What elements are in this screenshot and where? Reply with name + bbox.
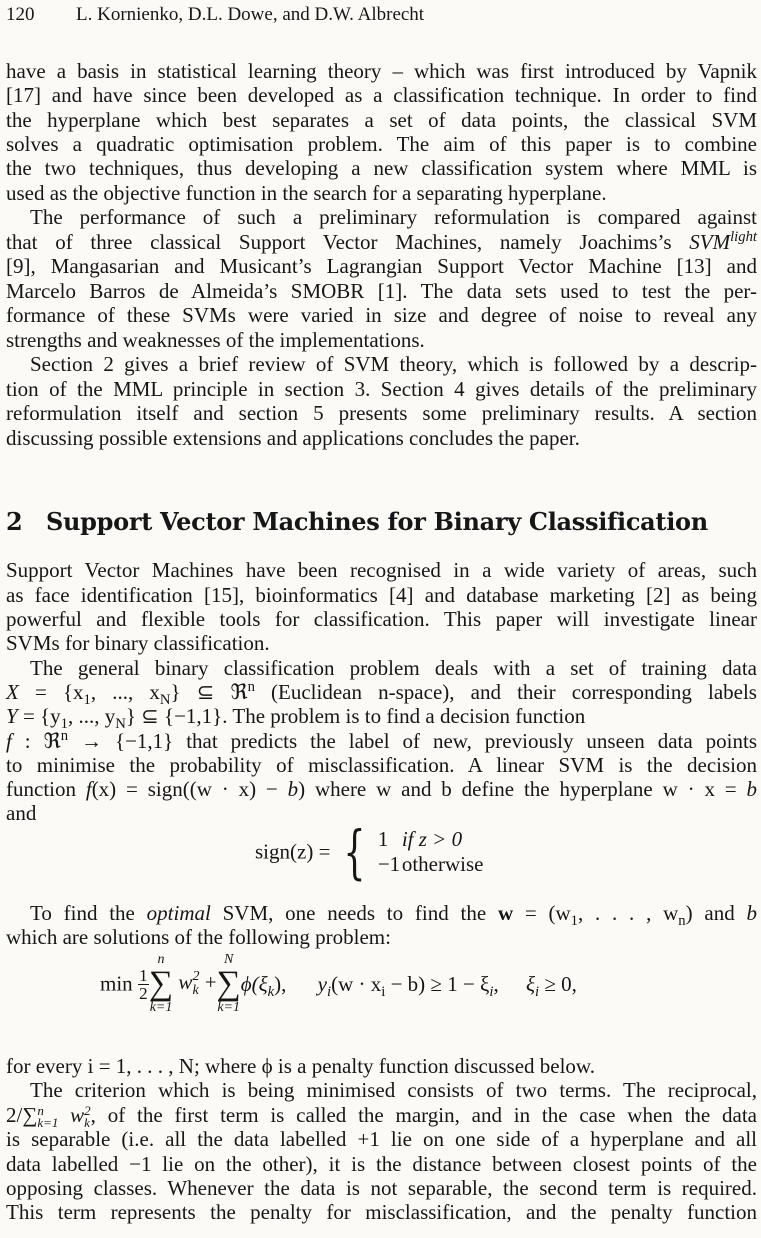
math-sub: i <box>489 983 494 1000</box>
sign-cases <box>378 827 484 877</box>
math-text: , ..., y <box>67 704 116 728</box>
text-line <box>6 729 757 753</box>
sum-lower: k=1 <box>149 1000 173 1015</box>
section-heading <box>6 507 708 537</box>
text-line: data labelled −1 lie on the other), it is the distance between closest points of the <box>6 1152 757 1176</box>
math-sub: k <box>267 983 275 1000</box>
text-line: have a basis in statistical learning theory – which was first introduced by Vapnik <box>6 59 757 83</box>
math-text: − b) ≥ 1 − ξ <box>385 971 490 996</box>
text-line: Marcelo Barros de Almeida’s SMOBR [1]. The data sets used to test the per- <box>6 279 757 303</box>
sum-1 <box>149 953 173 1015</box>
numerator: 1 <box>139 965 148 985</box>
math-text: ≥ 0, <box>539 971 577 996</box>
text-line: which are solutions of the following problem: <box>6 925 391 949</box>
math-var: w <box>58 1103 85 1127</box>
math-sub: N <box>159 692 171 709</box>
text-line: strengths and weaknesses of the implementations. <box>6 328 425 352</box>
section-number: 2 <box>6 507 23 536</box>
math-var: y <box>317 971 327 996</box>
text-line: The performance of such a preliminary reformulation is compared against <box>30 205 757 229</box>
text-line: the two techniques, thus developing a new classification system where MML is <box>6 156 757 180</box>
math-vector: w <box>497 901 514 925</box>
text-fragment: that of three classical Support Vector Machines, namely Joachims’s <box>6 230 672 254</box>
text-line: powerful and flexible tools for classification. This paper will investigate linear <box>6 607 757 631</box>
math-text: } ⊆ ℜ <box>170 680 248 704</box>
running-header <box>6 4 424 26</box>
math-sub: N <box>115 716 126 733</box>
sigma-icon: ∑ <box>216 965 241 1002</box>
case-condition: otherwise <box>401 852 484 876</box>
math-sub: i <box>535 983 540 1000</box>
math-sub: k=1 <box>37 1115 59 1131</box>
math-sub: 1 <box>83 692 91 709</box>
text-line: and <box>6 801 37 825</box>
text-line: solves a quadratic optimisation problem. The aim of this paper is to combine <box>6 132 757 156</box>
fraction-half <box>138 967 149 1002</box>
math-sub: 1 <box>570 913 578 930</box>
denominator: 2 <box>139 983 148 1003</box>
math-var: f <box>6 729 12 753</box>
math-var: b <box>746 901 757 925</box>
text-line: for every i = 1, . . . , N; where ϕ is a penalty function discussed below. <box>6 1054 595 1078</box>
section-title: Support Vector Machines for Binary Classification <box>46 507 708 536</box>
math-text: = (w <box>513 901 571 925</box>
math-var: f <box>85 777 92 801</box>
math-text: } ⊆ {−1,1}. The problem is to find a decision function <box>125 704 586 728</box>
text-line: SVMs for binary classification. <box>6 631 270 655</box>
math-text: = {y <box>17 704 61 728</box>
sum-lower: k=1 <box>217 1000 240 1015</box>
text-line <box>30 901 757 930</box>
math-sub: i <box>381 983 386 1000</box>
optimisation-equation <box>100 953 577 1015</box>
text-line: The criterion which is being minimised consists of two terms. The reciprocal, <box>30 1078 757 1102</box>
math-text: , ..., x <box>90 680 160 704</box>
math-text: , . . . , w <box>578 901 679 925</box>
sum-upper: N <box>223 952 234 967</box>
emphasis: optimal <box>146 901 211 925</box>
text-line: The general binary classification problem deals with a set of training data <box>30 656 757 680</box>
math-var: b <box>746 777 757 801</box>
math-sub: n <box>678 913 686 930</box>
math-text: ), <box>274 971 287 996</box>
text-line <box>6 1103 757 1129</box>
case-value: 1 <box>377 827 389 851</box>
math-var: w <box>178 969 193 994</box>
case-value: −1 <box>377 852 401 876</box>
math-var: Y <box>6 704 18 728</box>
math-sup: n <box>247 679 255 695</box>
math-text: (x) = sign((w · x) − <box>91 777 288 801</box>
text-line: This term represents the penalty for misclassification, and the penalty function <box>6 1200 757 1224</box>
math-text: = {x <box>18 680 84 704</box>
math-sub: i <box>327 983 332 1000</box>
page-number: 120 <box>6 4 35 25</box>
math-text: , of the first term is called the margin, and in the case when the data <box>90 1103 757 1127</box>
text-line: discussing possible extensions and applications concludes the paper. <box>6 426 580 450</box>
text-line: reformulation itself and section 5 presents some preliminary results. A section <box>6 401 757 425</box>
header-authors: L. Kornienko, D.L. Dowe, and D.W. Albrecht <box>76 4 425 25</box>
sum-2 <box>217 953 241 1015</box>
math-text: function <box>6 777 86 801</box>
math-text: (Euclidean n-space), and their corresponding labels <box>254 680 757 704</box>
text-line: [9], Mangasarian and Musicant’s Lagrangian Support Vector Machine [13] and <box>6 254 757 278</box>
text-line: used as the objective function in the search for a separating hyperplane. <box>6 181 607 205</box>
math-text: SVM, one needs to find the <box>210 901 498 925</box>
math-text: → {−1,1} that predicts the label of new, previously unseen data points <box>68 729 757 753</box>
plus: + <box>204 969 217 994</box>
math-sup: n <box>60 728 69 744</box>
text-line: as face identification [15], bioinformatics [4] and database marketing [2] as being <box>6 583 757 607</box>
math-text: ) and <box>685 901 747 925</box>
math-text: , <box>493 971 499 996</box>
sign-lhs: sign(z) = <box>255 839 331 864</box>
math-text: ) where w and b define the hyperplane w · x = <box>298 777 747 801</box>
math-var: b <box>287 777 299 801</box>
text-line <box>6 777 757 801</box>
math-sup: n <box>37 1103 44 1119</box>
text-line <box>6 230 757 254</box>
text-line: to minimise the probability of misclassification. A linear SVM is the decision <box>6 753 757 777</box>
math-text: 2/∑ <box>6 1103 38 1127</box>
text-line: Section 2 gives a brief review of SVM theory, which is followed by a descrip- <box>30 352 757 376</box>
text-line: the hyperplane which best separates a set of data points, the classical SVM <box>6 108 757 132</box>
math-var: ξ <box>526 971 536 996</box>
sign-equation <box>255 818 484 886</box>
math-sub: k <box>192 983 199 999</box>
min-operator: min <box>100 971 133 996</box>
case-condition: if z > 0 <box>401 827 463 851</box>
sum-upper: n <box>157 952 165 967</box>
text-line: formance of these SVMs were varied in size and degree of noise to reveal any <box>6 303 757 327</box>
text-line: Support Vector Machines have been recognised in a wide variety of areas, such <box>6 558 757 582</box>
svm-light-name <box>689 230 757 254</box>
left-brace: { <box>343 818 366 886</box>
math-sub: 1 <box>60 716 68 733</box>
svm-sup: light <box>730 229 758 245</box>
math-sup: 2 <box>84 1103 91 1119</box>
math-var: X <box>6 680 19 704</box>
sigma-icon: ∑ <box>148 965 174 1002</box>
text-line <box>6 704 757 733</box>
math-sup: 2 <box>192 969 200 985</box>
math-sub: k <box>84 1115 90 1131</box>
math-text: ϕ(ξ <box>240 971 268 996</box>
math-text: (w · x <box>331 971 382 996</box>
text-line <box>6 679 757 709</box>
text-line: [17] and have since been developed as a classification technique. In order to find <box>6 83 757 107</box>
text-line: tion of the MML principle in section 3. Section 4 gives details of the preliminary <box>6 377 757 401</box>
text-line: is separable (i.e. all the data labelled +1 lie on one side of a hyperplane and all <box>6 1127 757 1151</box>
text-line: opposing classes. Whenever the data is not separable, the second term is required. <box>6 1176 757 1200</box>
svm-base: SVM <box>689 230 731 254</box>
math-text: To find the <box>30 901 147 925</box>
math-text: : ℜ <box>11 729 61 753</box>
